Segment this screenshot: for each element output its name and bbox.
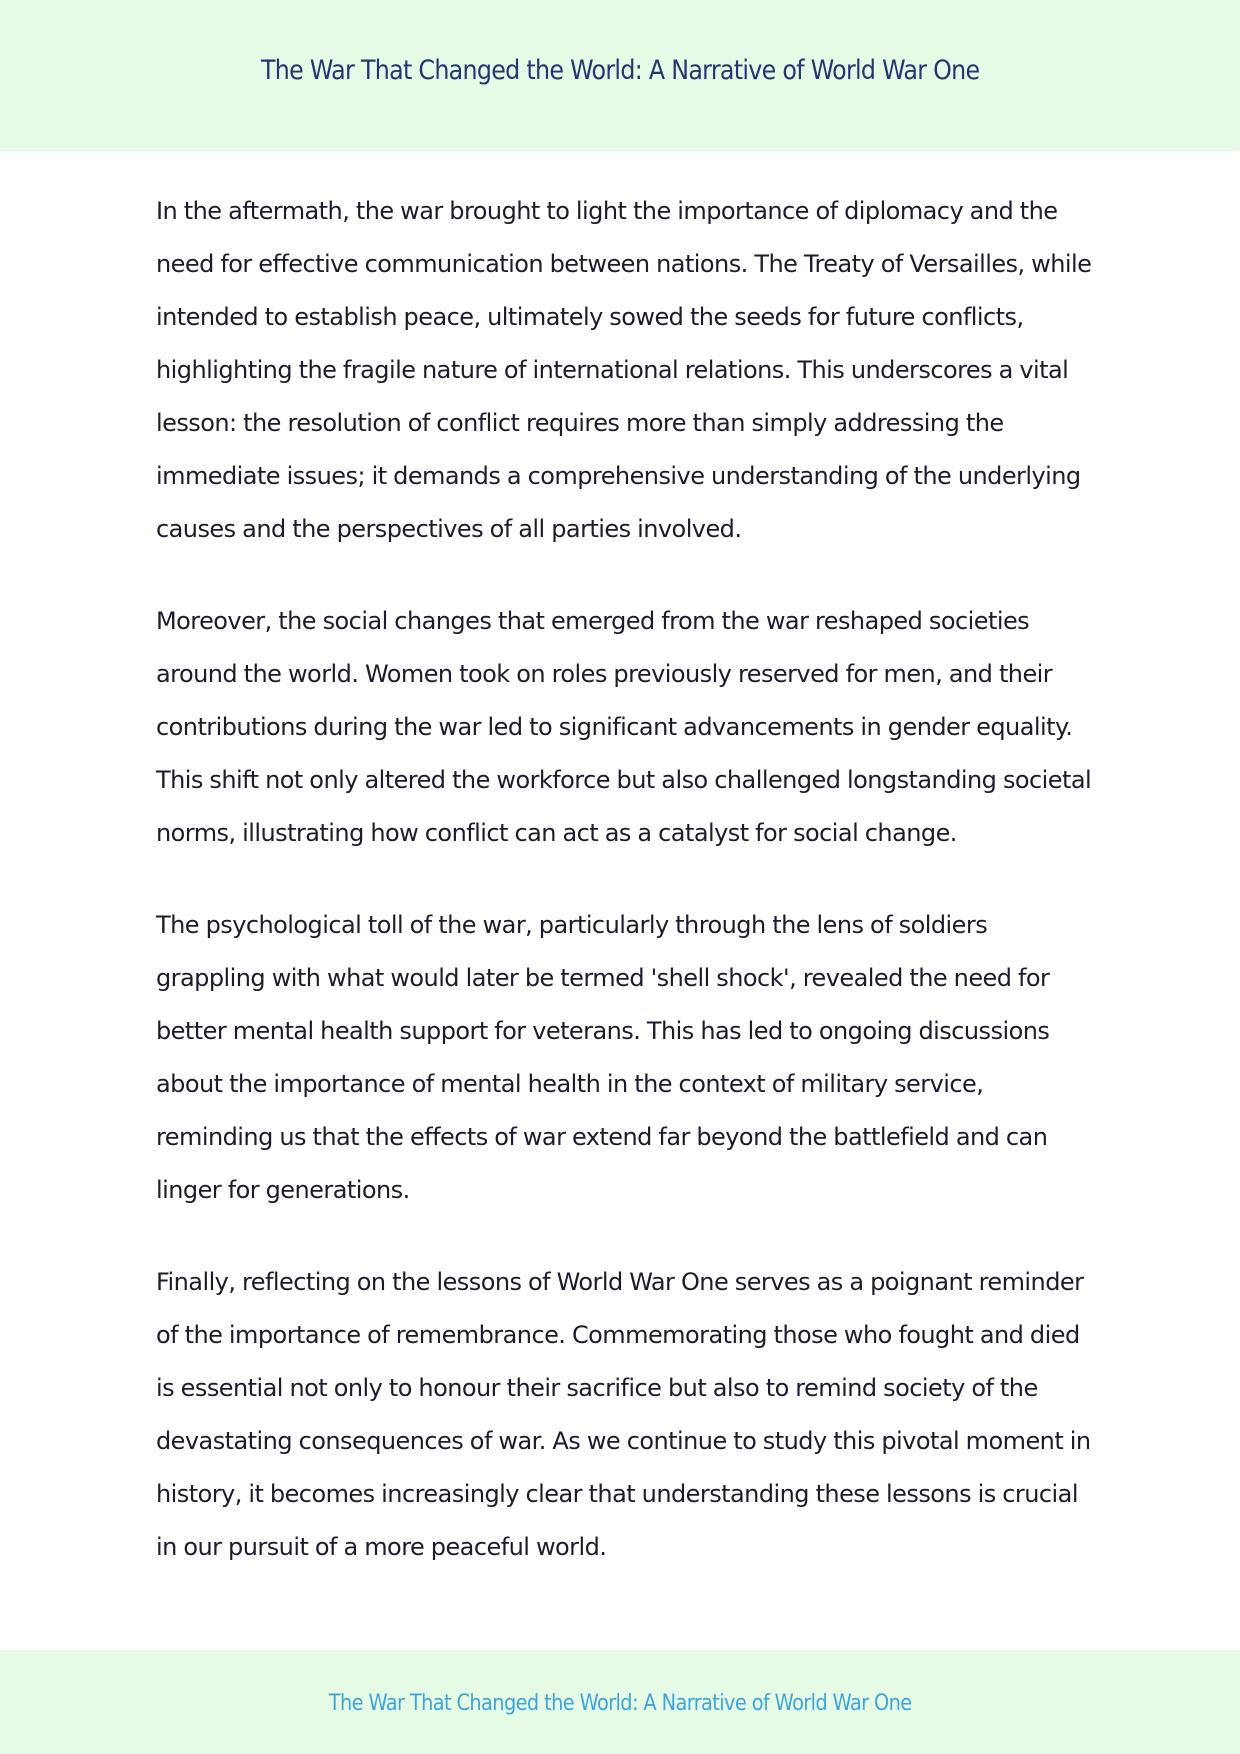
paragraph-social-changes: Moreover, the social changes that emerged from the war reshaped societies around the world. Women took on roles previously reserved for men, and their contributions during the war led to significant advancements in gender equality. This shift not only altered the workforce but also challenged longstanding societal norms, illustrating how conflict can act as a catalyst for social change. (156, 607, 1092, 847)
page-header (0, 0, 1240, 151)
page-footer (0, 1650, 1240, 1754)
paragraph-aftermath-diplomacy: In the aftermath, the war brought to light the importance of diplomacy and the need for effective communication between nations. The Treaty of Versailles, while intended to establish peace, ultimately sowed the seeds for future conflicts, highlighting the fragile nature of international relations. This underscores a vital lesson: the resolution of conflict requires more than simply addressing the immediate issues; it demands a comprehensive understanding of the underlying causes and the perspectives of all parties involved. (156, 197, 1092, 543)
document-body (156, 185, 1096, 1574)
paragraph-remembrance: Finally, reflecting on the lessons of World War One serves as a poignant reminder of the importance of remembrance. Commemorating those who fought and died is essential not only to honour their sacrifice but also to remind society of the devastating consequences of war. As we continue to study this pivotal moment in history, it becomes increasingly clear that understanding these lessons is crucial in our pursuit of a more peaceful world. (156, 1268, 1091, 1561)
document-title: The War That Changed the World: A Narrative of World War One (260, 55, 980, 86)
paragraph-psychological-toll: The psychological toll of the war, particularly through the lens of soldiers grappling with what would later be termed 'shell shock', revealed the need for better mental health support for veterans. This has led to ongoing discussions about the importance of mental health in the context of military service, reminding us that the effects of war extend far beyond the battlefield and can linger for generations. (156, 911, 1050, 1204)
footer-title: The War That Changed the World: A Narrative of World War One (328, 1690, 912, 1716)
